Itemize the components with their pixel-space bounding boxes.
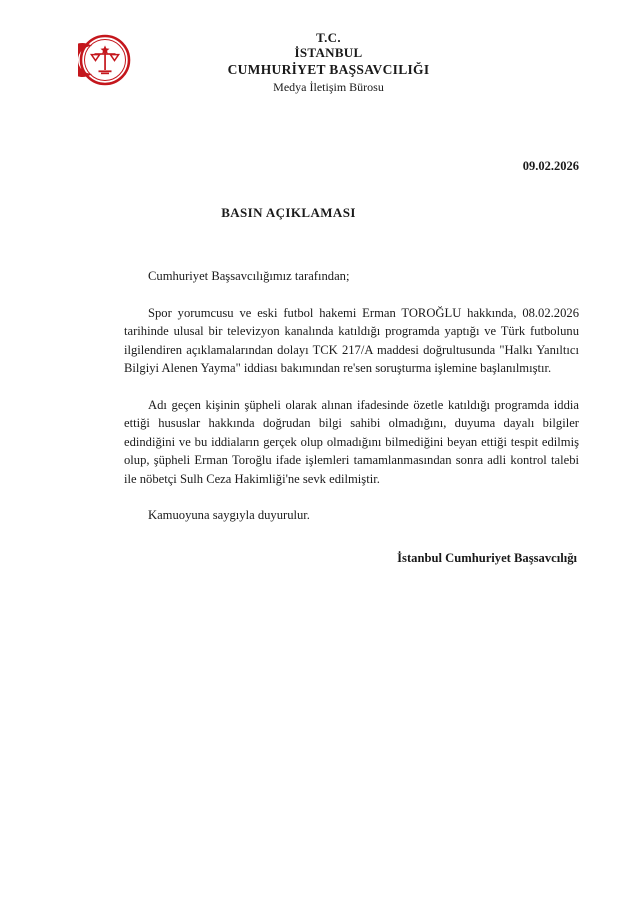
header-line-republic: T.C. [316,30,341,45]
header-line-bureau: Medya İletişim Bürosu [273,80,384,94]
document-signature: İstanbul Cumhuriyet Başsavcılığı [397,550,577,565]
turkish-justice-ministry-emblem-icon [78,34,132,90]
page-title: BASIN AÇIKLAMASI [221,205,356,220]
paragraph-closing: Kamuoyuna saygıyla duyurulur. [148,508,310,522]
document-header [0,0,637,116]
document-body [124,267,579,525]
paragraph-investigation: Spor yorumcusu ve eski futbol hakemi Erman TOROĞLU hakkında, 08.02.2026 tarihinde ulusal bir televizyon kanalında katıldığı programda yaptığı ve Türk futbolunu ilgilendiren açıklamalarından dolayı TCK 217/A maddesi doğrultusunda "Halkı Yanıltıcı Bilgiyi Alenen Yayma" iddiası bakımından re'sen soruşturma işlemine başlanılmıştır. [124,305,579,375]
paragraph-statement: Adı geçen kişinin şüpheli olarak alınan ifadesinde özetle katıldığı programda iddia ettiği hususlar hakkında doğrudan bilgi sahibi olmadığını, duyuma dayalı bilgiler edindiğini ve bu iddiaların gerçek olup olmadığını bilmediğini beyan ettiği tespit edilmiş olup, şüpheli Erman Toroğlu ifade işlemleri tamamlanmasından sonra adli kontrol talebi ile nöbetçi Sulh Ceza Hakimliği'ne sevk edilmiştir. [124,397,579,486]
document-date: 09.02.2026 [522,159,579,173]
header-line-office: CUMHURİYET BAŞSAVCILIĞI [227,62,430,77]
paragraph-intro: Cumhuriyet Başsavcılığımız tarafından; [148,269,350,283]
header-line-city: İSTANBUL [294,45,363,60]
